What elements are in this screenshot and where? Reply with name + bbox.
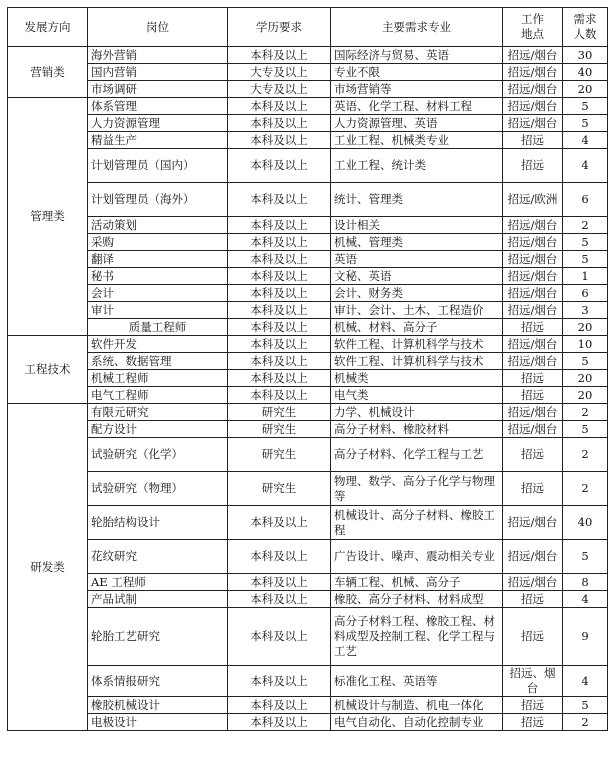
count-cell: 10 — [563, 336, 608, 353]
location-cell: 招远/烟台 — [503, 336, 563, 353]
table-row — [8, 591, 608, 608]
table-row — [8, 404, 608, 421]
location-cell: 招远 — [503, 714, 563, 731]
count-cell: 8 — [563, 574, 608, 591]
position-cell: 轮胎工艺研究 — [88, 608, 228, 666]
major-cell: 工业工程、统计类 — [331, 149, 503, 183]
position-cell: 质量工程师 — [88, 319, 228, 336]
table-row — [8, 234, 608, 251]
major-cell: 软件工程、计算机科学与技术 — [331, 336, 503, 353]
location-cell: 招远/欧洲 — [503, 183, 563, 217]
group-name: 营销类 — [8, 47, 88, 98]
location-cell: 招远 — [503, 132, 563, 149]
table-row — [8, 64, 608, 81]
position-cell: 精益生产 — [88, 132, 228, 149]
position-cell: 花纹研究 — [88, 540, 228, 574]
count-cell: 4 — [563, 132, 608, 149]
count-cell: 20 — [563, 319, 608, 336]
location-cell: 招远/烟台 — [503, 234, 563, 251]
count-cell: 6 — [563, 285, 608, 302]
education-cell: 本科及以上 — [228, 666, 331, 697]
location-cell: 招远/烟台 — [503, 64, 563, 81]
table-row — [8, 149, 608, 183]
major-cell: 英语、化学工程、材料工程 — [331, 98, 503, 115]
education-cell: 研究生 — [228, 438, 331, 472]
location-cell: 招远 — [503, 608, 563, 666]
count-cell: 20 — [563, 370, 608, 387]
major-cell: 软件工程、计算机科学与技术 — [331, 353, 503, 370]
location-cell: 招远 — [503, 697, 563, 714]
education-cell: 大专及以上 — [228, 64, 331, 81]
position-cell: 计划管理员（国内） — [88, 149, 228, 183]
table-row — [8, 608, 608, 666]
table-row — [8, 268, 608, 285]
education-cell: 本科及以上 — [228, 183, 331, 217]
position-cell: 系统、数据管理 — [88, 353, 228, 370]
location-cell: 招远/烟台 — [503, 98, 563, 115]
count-cell: 30 — [563, 47, 608, 64]
count-cell: 5 — [563, 115, 608, 132]
count-cell: 5 — [563, 540, 608, 574]
location-cell: 招远/烟台 — [503, 404, 563, 421]
education-cell: 本科及以上 — [228, 506, 331, 540]
major-cell: 物理、数学、高分子化学与物理等 — [331, 472, 503, 506]
location-cell: 招远 — [503, 387, 563, 404]
position-cell: 电气工程师 — [88, 387, 228, 404]
count-cell: 3 — [563, 302, 608, 319]
major-cell: 高分子材料、化学工程与工艺 — [331, 438, 503, 472]
education-cell: 本科及以上 — [228, 149, 331, 183]
location-cell: 招远/烟台 — [503, 285, 563, 302]
count-cell: 4 — [563, 666, 608, 697]
count-cell: 20 — [563, 81, 608, 98]
location-cell: 招远/烟台 — [503, 353, 563, 370]
major-cell: 广告设计、噪声、震动相关专业 — [331, 540, 503, 574]
major-cell: 市场营销等 — [331, 81, 503, 98]
count-cell: 9 — [563, 608, 608, 666]
header-education: 学历要求 — [228, 8, 331, 47]
table-row — [8, 666, 608, 697]
major-cell: 会计、财务类 — [331, 285, 503, 302]
major-cell: 高分子材料工程、橡胶工程、材料成型及控制工程、化学工程与工艺 — [331, 608, 503, 666]
table-row — [8, 98, 608, 115]
table-header-row — [8, 8, 608, 47]
major-cell: 车辆工程、机械、高分子 — [331, 574, 503, 591]
table-row — [8, 421, 608, 438]
position-cell: AE 工程师 — [88, 574, 228, 591]
education-cell: 研究生 — [228, 421, 331, 438]
education-cell: 本科及以上 — [228, 268, 331, 285]
position-cell: 体系情报研究 — [88, 666, 228, 697]
major-cell: 机械设计、高分子材料、橡胶工程 — [331, 506, 503, 540]
count-cell: 4 — [563, 591, 608, 608]
position-cell: 活动策划 — [88, 217, 228, 234]
location-cell: 招远/烟台 — [503, 540, 563, 574]
education-cell: 本科及以上 — [228, 217, 331, 234]
location-cell: 招远 — [503, 319, 563, 336]
major-cell: 国际经济与贸易、英语 — [331, 47, 503, 64]
count-cell: 1 — [563, 268, 608, 285]
position-cell: 采购 — [88, 234, 228, 251]
table-row — [8, 319, 608, 336]
education-cell: 本科及以上 — [228, 353, 331, 370]
major-cell: 工业工程、机械类专业 — [331, 132, 503, 149]
position-cell: 计划管理员（海外） — [88, 183, 228, 217]
table-row — [8, 183, 608, 217]
position-cell: 配方设计 — [88, 421, 228, 438]
location-cell: 招远/烟台 — [503, 81, 563, 98]
header-major: 主要需求专业 — [331, 8, 503, 47]
major-cell: 英语 — [331, 251, 503, 268]
education-cell: 本科及以上 — [228, 591, 331, 608]
table-row — [8, 132, 608, 149]
position-cell: 秘书 — [88, 268, 228, 285]
education-cell: 大专及以上 — [228, 81, 331, 98]
education-cell: 本科及以上 — [228, 132, 331, 149]
education-cell: 本科及以上 — [228, 387, 331, 404]
education-cell: 本科及以上 — [228, 98, 331, 115]
location-cell: 招远 — [503, 438, 563, 472]
count-cell: 2 — [563, 404, 608, 421]
count-cell: 2 — [563, 472, 608, 506]
location-cell: 招远/烟台 — [503, 47, 563, 64]
position-cell: 试验研究（物理） — [88, 472, 228, 506]
major-cell: 机械设计与制造、机电一体化 — [331, 697, 503, 714]
major-cell: 电气类 — [331, 387, 503, 404]
location-cell: 招远/烟台 — [503, 506, 563, 540]
major-cell: 人力资源管理、英语 — [331, 115, 503, 132]
count-cell: 5 — [563, 421, 608, 438]
major-cell: 设计相关 — [331, 217, 503, 234]
count-cell: 40 — [563, 64, 608, 81]
location-cell: 招远/烟台 — [503, 302, 563, 319]
location-cell: 招远 — [503, 591, 563, 608]
count-cell: 2 — [563, 217, 608, 234]
table-row — [8, 387, 608, 404]
position-cell: 软件开发 — [88, 336, 228, 353]
education-cell: 研究生 — [228, 472, 331, 506]
location-cell: 招远 — [503, 472, 563, 506]
education-cell: 本科及以上 — [228, 302, 331, 319]
location-cell: 招远/烟台 — [503, 251, 563, 268]
location-cell: 招远/烟台 — [503, 217, 563, 234]
education-cell: 本科及以上 — [228, 47, 331, 64]
table-row — [8, 574, 608, 591]
count-cell: 5 — [563, 98, 608, 115]
education-cell: 本科及以上 — [228, 319, 331, 336]
position-cell: 轮胎结构设计 — [88, 506, 228, 540]
count-cell: 5 — [563, 251, 608, 268]
major-cell: 文秘、英语 — [331, 268, 503, 285]
header-direction: 发展方向 — [8, 8, 88, 47]
table-row — [8, 540, 608, 574]
table-row — [8, 285, 608, 302]
position-cell: 试验研究（化学） — [88, 438, 228, 472]
major-cell: 电气自动化、自动化控制专业 — [331, 714, 503, 731]
table-row — [8, 251, 608, 268]
education-cell: 本科及以上 — [228, 608, 331, 666]
position-cell: 会计 — [88, 285, 228, 302]
table-row — [8, 81, 608, 98]
table-row — [8, 506, 608, 540]
table-row — [8, 336, 608, 353]
location-cell: 招远 — [503, 149, 563, 183]
position-cell: 体系管理 — [88, 98, 228, 115]
position-cell: 有限元研究 — [88, 404, 228, 421]
location-cell: 招远/烟台 — [503, 268, 563, 285]
education-cell: 本科及以上 — [228, 115, 331, 132]
education-cell: 本科及以上 — [228, 540, 331, 574]
major-cell: 机械、管理类 — [331, 234, 503, 251]
education-cell: 本科及以上 — [228, 370, 331, 387]
count-cell: 4 — [563, 149, 608, 183]
position-cell: 人力资源管理 — [88, 115, 228, 132]
group-name: 研发类 — [8, 404, 88, 731]
education-cell: 本科及以上 — [228, 336, 331, 353]
education-cell: 本科及以上 — [228, 714, 331, 731]
table-row — [8, 353, 608, 370]
position-cell: 电极设计 — [88, 714, 228, 731]
table-row — [8, 217, 608, 234]
group-name: 工程技术 — [8, 336, 88, 404]
major-cell: 力学、机械设计 — [331, 404, 503, 421]
count-cell: 5 — [563, 697, 608, 714]
position-cell: 海外营销 — [88, 47, 228, 64]
count-cell: 40 — [563, 506, 608, 540]
count-cell: 6 — [563, 183, 608, 217]
education-cell: 本科及以上 — [228, 697, 331, 714]
position-cell: 市场调研 — [88, 81, 228, 98]
major-cell: 审计、会计、土木、工程造价 — [331, 302, 503, 319]
count-cell: 2 — [563, 714, 608, 731]
location-cell: 招远、烟台 — [503, 666, 563, 697]
table-row — [8, 302, 608, 319]
location-cell: 招远/烟台 — [503, 421, 563, 438]
major-cell: 专业不限 — [331, 64, 503, 81]
header-location: 工作 地点 — [503, 8, 563, 47]
major-cell: 高分子材料、橡胶材料 — [331, 421, 503, 438]
table-row — [8, 714, 608, 731]
table-row — [8, 115, 608, 132]
major-cell: 标准化工程、英语等 — [331, 666, 503, 697]
location-cell: 招远 — [503, 370, 563, 387]
header-position: 岗位 — [88, 8, 228, 47]
count-cell: 2 — [563, 438, 608, 472]
location-cell: 招远/烟台 — [503, 115, 563, 132]
recruitment-table — [7, 7, 608, 731]
table-row — [8, 697, 608, 714]
count-cell: 5 — [563, 234, 608, 251]
count-cell: 20 — [563, 387, 608, 404]
major-cell: 机械、材料、高分子 — [331, 319, 503, 336]
position-cell: 机械工程师 — [88, 370, 228, 387]
education-cell: 本科及以上 — [228, 574, 331, 591]
position-cell: 产品试制 — [88, 591, 228, 608]
table-row — [8, 472, 608, 506]
major-cell: 统计、管理类 — [331, 183, 503, 217]
education-cell: 本科及以上 — [228, 251, 331, 268]
table-row — [8, 47, 608, 64]
table-row — [8, 438, 608, 472]
position-cell: 审计 — [88, 302, 228, 319]
position-cell: 国内营销 — [88, 64, 228, 81]
position-cell: 翻译 — [88, 251, 228, 268]
education-cell: 研究生 — [228, 404, 331, 421]
position-cell: 橡胶机械设计 — [88, 697, 228, 714]
count-cell: 5 — [563, 353, 608, 370]
major-cell: 橡胶、高分子材料、材料成型 — [331, 591, 503, 608]
education-cell: 本科及以上 — [228, 285, 331, 302]
major-cell: 机械类 — [331, 370, 503, 387]
table-row — [8, 370, 608, 387]
group-name: 管理类 — [8, 98, 88, 336]
education-cell: 本科及以上 — [228, 234, 331, 251]
location-cell: 招远/烟台 — [503, 574, 563, 591]
header-count: 需求 人数 — [563, 8, 608, 47]
